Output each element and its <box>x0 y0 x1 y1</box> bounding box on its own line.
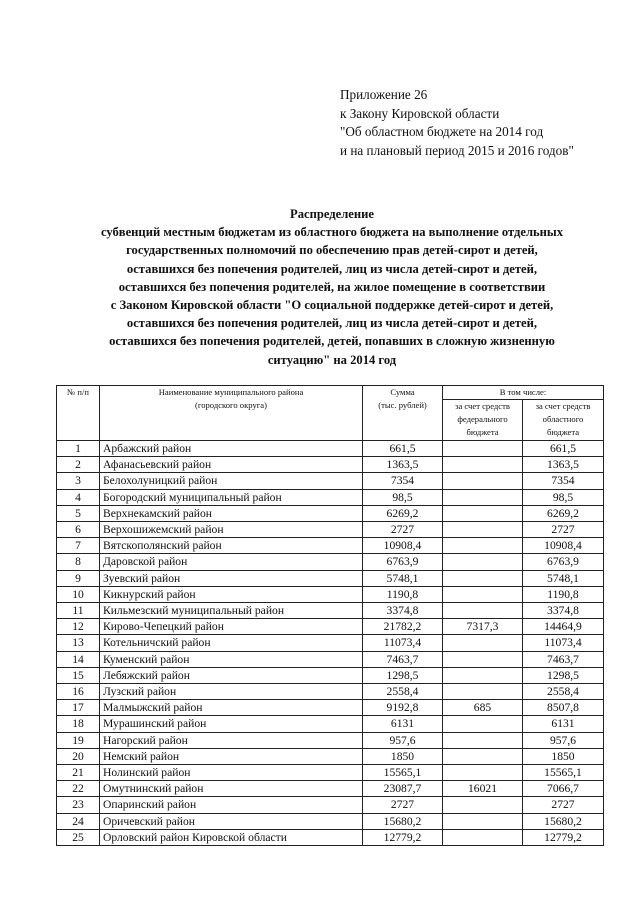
sum-cell: 11073,4 <box>363 635 443 651</box>
federal-cell <box>443 441 523 457</box>
title-line: с Законом Кировской области "О социальной поддержке детей-сирот и детей, <box>110 298 554 313</box>
federal-cell: 685 <box>443 700 523 716</box>
row-number-cell: 13 <box>57 635 100 651</box>
federal-cell <box>443 651 523 667</box>
sum-cell: 6131 <box>363 716 443 732</box>
sum-cell: 7463,7 <box>363 651 443 667</box>
regional-cell: 2558,4 <box>523 684 604 700</box>
row-number-cell: 1 <box>57 441 100 457</box>
sum-cell: 2727 <box>363 522 443 538</box>
row-number-cell: 19 <box>57 732 100 748</box>
header-name-line: Наименование муниципального района <box>158 387 304 397</box>
header-sum-line: Сумма <box>390 387 415 397</box>
district-name-cell: Куменский район <box>100 651 363 667</box>
regional-cell: 661,5 <box>523 441 604 457</box>
district-name-cell: Котельничский район <box>100 635 363 651</box>
district-name-cell: Нагорский район <box>100 732 363 748</box>
row-number-cell: 21 <box>57 765 100 781</box>
federal-cell <box>443 489 523 505</box>
federal-cell <box>443 570 523 586</box>
appendix-law: к Закону Кировской области <box>340 105 500 121</box>
district-name-cell: Зуевский район <box>100 570 363 586</box>
regional-cell: 10908,4 <box>523 538 604 554</box>
sum-cell: 1363,5 <box>363 457 443 473</box>
row-number-cell: 25 <box>57 829 100 845</box>
regional-cell: 8507,8 <box>523 700 604 716</box>
federal-cell <box>443 505 523 521</box>
district-name-cell: Арбажский район <box>100 441 363 457</box>
table-row <box>57 797 604 813</box>
table-row <box>57 716 604 732</box>
regional-cell: 1190,8 <box>523 586 604 602</box>
federal-cell: 7317,3 <box>443 619 523 635</box>
federal-cell <box>443 457 523 473</box>
distribution-table <box>56 385 604 846</box>
table-row <box>57 667 604 683</box>
header-federal: за счет средств федерального бюджета <box>443 400 523 441</box>
regional-cell: 11073,4 <box>523 635 604 651</box>
district-name-cell: Нолинский район <box>100 765 363 781</box>
row-number-cell: 23 <box>57 797 100 813</box>
sum-cell: 6269,2 <box>363 505 443 521</box>
row-number-cell: 20 <box>57 748 100 764</box>
table-row <box>57 538 604 554</box>
row-number-cell: 14 <box>57 651 100 667</box>
district-name-cell: Малмыжский район <box>100 700 363 716</box>
table-row <box>57 522 604 538</box>
district-name-cell: Омутнинский район <box>100 781 363 797</box>
district-name-cell: Кирово-Чепецкий район <box>100 619 363 635</box>
title-line: оставшихся без попечения родителей, лиц из числа детей-сирот и детей, <box>126 261 538 276</box>
row-number-cell: 3 <box>57 473 100 489</box>
regional-cell: 2727 <box>523 797 604 813</box>
table-row <box>57 489 604 505</box>
regional-cell: 6131 <box>523 716 604 732</box>
sum-cell: 1190,8 <box>363 586 443 602</box>
district-name-cell: Лузский район <box>100 684 363 700</box>
regional-cell: 7463,7 <box>523 651 604 667</box>
table-row <box>57 813 604 829</box>
sum-cell: 12779,2 <box>363 829 443 845</box>
row-number-cell: 10 <box>57 586 100 602</box>
federal-cell <box>443 635 523 651</box>
district-name-cell: Верхошижемский район <box>100 522 363 538</box>
regional-cell: 1850 <box>523 748 604 764</box>
appendix-note <box>340 86 574 160</box>
row-number-cell: 24 <box>57 813 100 829</box>
table-row <box>57 748 604 764</box>
regional-cell: 3374,8 <box>523 603 604 619</box>
table-row <box>57 684 604 700</box>
sum-cell: 3374,8 <box>363 603 443 619</box>
table-row <box>57 505 604 521</box>
header-regional: за счет средств областного бюджета <box>523 400 604 441</box>
district-name-cell: Кильмезский муниципальный район <box>100 603 363 619</box>
federal-cell <box>443 684 523 700</box>
regional-cell: 7354 <box>523 473 604 489</box>
regional-cell: 98,5 <box>523 489 604 505</box>
district-name-cell: Даровской район <box>100 554 363 570</box>
district-name-cell: Мурашинский район <box>100 716 363 732</box>
regional-cell: 7066,7 <box>523 781 604 797</box>
table-row <box>57 635 604 651</box>
sum-cell: 23087,7 <box>363 781 443 797</box>
row-number-cell: 22 <box>57 781 100 797</box>
table-row <box>57 651 604 667</box>
sum-cell: 9192,8 <box>363 700 443 716</box>
federal-cell <box>443 748 523 764</box>
sum-cell: 6763,9 <box>363 554 443 570</box>
row-number-cell: 18 <box>57 716 100 732</box>
sum-cell: 2727 <box>363 797 443 813</box>
table-row <box>57 570 604 586</box>
table-row <box>57 603 604 619</box>
district-name-cell: Оричевский район <box>100 813 363 829</box>
header-sum <box>363 386 443 441</box>
district-name-cell: Афанасьевский район <box>100 457 363 473</box>
appendix-law-title: "Об областном бюджете на 2014 год <box>340 124 544 139</box>
row-number-cell: 12 <box>57 619 100 635</box>
federal-cell <box>443 716 523 732</box>
district-name-cell: Орловский район Кировской области <box>100 829 363 845</box>
sum-cell: 15565,1 <box>363 765 443 781</box>
sum-cell: 21782,2 <box>363 619 443 635</box>
federal-cell <box>443 586 523 602</box>
district-name-cell: Лебяжский район <box>100 667 363 683</box>
regional-cell: 957,6 <box>523 732 604 748</box>
district-name-cell: Вятскополянский район <box>100 538 363 554</box>
title-line: оставшихся без попечения родителей, лиц из числа детей-сирот и детей, <box>126 316 538 331</box>
title-line: государственных полномочий по обеспечению прав детей-сирот и детей, <box>126 243 538 258</box>
sum-cell: 98,5 <box>363 489 443 505</box>
table-row <box>57 441 604 457</box>
row-number-cell: 5 <box>57 505 100 521</box>
regional-cell: 12779,2 <box>523 829 604 845</box>
district-name-cell: Белохолуницкий район <box>100 473 363 489</box>
row-number-cell: 17 <box>57 700 100 716</box>
table-row <box>57 554 604 570</box>
row-number-cell: 11 <box>57 603 100 619</box>
regional-cell: 1298,5 <box>523 667 604 683</box>
header-number: № п/п <box>57 386 100 441</box>
regional-cell: 1363,5 <box>523 457 604 473</box>
district-name-cell: Верхнекамский район <box>100 505 363 521</box>
title-line: оставшихся без попечения родителей, на жилое помещение в соответствии <box>118 279 546 294</box>
header-name <box>100 386 363 441</box>
table-row <box>57 619 604 635</box>
title-line: ситуацию" на 2014 год <box>267 352 397 367</box>
federal-cell <box>443 554 523 570</box>
row-number-cell: 2 <box>57 457 100 473</box>
sum-cell: 2558,4 <box>363 684 443 700</box>
federal-cell <box>443 732 523 748</box>
federal-cell <box>443 538 523 554</box>
regional-cell: 15565,1 <box>523 765 604 781</box>
table-row <box>57 700 604 716</box>
regional-cell: 14464,9 <box>523 619 604 635</box>
district-name-cell: Богородский муниципальный район <box>100 489 363 505</box>
sum-cell: 661,5 <box>363 441 443 457</box>
regional-cell: 2727 <box>523 522 604 538</box>
sum-cell: 1298,5 <box>363 667 443 683</box>
table-row <box>57 781 604 797</box>
row-number-cell: 6 <box>57 522 100 538</box>
table-row <box>57 829 604 845</box>
federal-cell <box>443 813 523 829</box>
sum-cell: 7354 <box>363 473 443 489</box>
table-row <box>57 732 604 748</box>
federal-cell <box>443 522 523 538</box>
regional-cell: 5748,1 <box>523 570 604 586</box>
sum-cell: 15680,2 <box>363 813 443 829</box>
district-name-cell: Опаринский район <box>100 797 363 813</box>
federal-cell <box>443 667 523 683</box>
federal-cell <box>443 765 523 781</box>
sum-cell: 5748,1 <box>363 570 443 586</box>
district-name-cell: Немский район <box>100 748 363 764</box>
document-title <box>40 205 624 369</box>
federal-cell <box>443 829 523 845</box>
title-line: субвенций местным бюджетам из областного бюджета на выполнение отдельных <box>100 225 564 240</box>
row-number-cell: 15 <box>57 667 100 683</box>
row-number-cell: 16 <box>57 684 100 700</box>
regional-cell: 6269,2 <box>523 505 604 521</box>
sum-cell: 10908,4 <box>363 538 443 554</box>
federal-cell <box>443 473 523 489</box>
appendix-number: Приложение 26 <box>340 87 428 102</box>
regional-cell: 15680,2 <box>523 813 604 829</box>
federal-cell <box>443 603 523 619</box>
regional-cell: 6763,9 <box>523 554 604 570</box>
row-number-cell: 9 <box>57 570 100 586</box>
federal-cell <box>443 797 523 813</box>
row-number-cell: 4 <box>57 489 100 505</box>
appendix-law-period: и на плановый период 2015 и 2016 годов" <box>340 142 574 158</box>
table-row <box>57 586 604 602</box>
table-row <box>57 457 604 473</box>
header-including: В том числе: <box>443 386 604 400</box>
table-body <box>57 441 604 846</box>
title-line: Распределение <box>290 207 374 221</box>
header-name-line: (городского округа) <box>195 400 267 410</box>
header-sum-line: (тыс. рублей) <box>378 400 427 410</box>
row-number-cell: 8 <box>57 554 100 570</box>
sum-cell: 957,6 <box>363 732 443 748</box>
row-number-cell: 7 <box>57 538 100 554</box>
sum-cell: 1850 <box>363 748 443 764</box>
federal-cell: 16021 <box>443 781 523 797</box>
district-name-cell: Кикнурский район <box>100 586 363 602</box>
title-line: оставшихся без попечения родителей, детей, попавших в сложную жизненную <box>109 334 555 349</box>
table-row <box>57 473 604 489</box>
table-row <box>57 765 604 781</box>
